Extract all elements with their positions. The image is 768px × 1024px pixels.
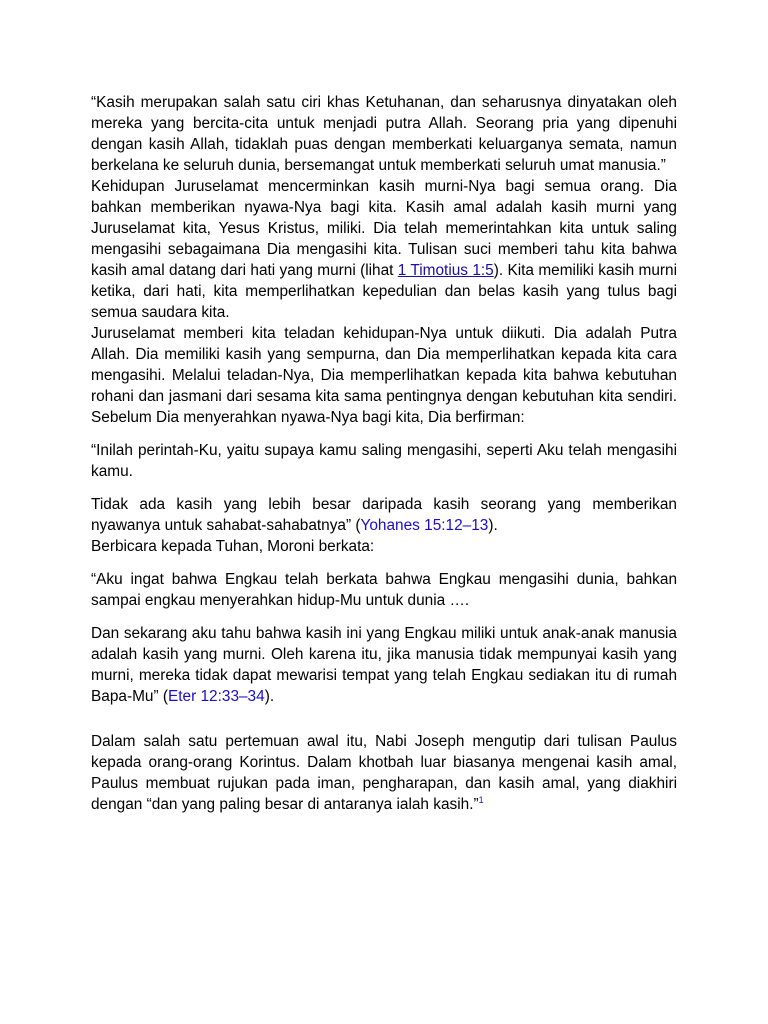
quote-paragraph: “Kasih merupakan salah satu ciri khas Ketuhanan, dan seharusnya dinyatakan oleh mereka yang bercita-cita untuk menjadi putra Allah. Seorang pria yang dipenuhi dengan kasih Allah, tidaklah puas dengan memberkati keluarganya semata, namun berkelana ke seluruh dunia, bersemangat untuk memberkati seluruh umat manusia.” xyxy=(91,94,677,174)
paragraph-text: Dan sekarang aku tahu bahwa kasih ini yang Engkau miliki untuk anak-anak manusia adalah kasih yang murni. Oleh karena itu, jika manusia tidak mempunyai kasih yang murni, mereka tidak dapat mewarisi tempat yang telah Engkau sediakan itu di rumah Bapa-Mu” ( xyxy=(91,625,677,705)
moroni-quote: “Aku ingat bahwa Engkau telah berkata bahwa Engkau mengasihi dunia, bahkan sampai engkau menyerahkan hidup-Mu untuk dunia …. xyxy=(91,571,677,609)
paragraph-text: Berbicara kepada Tuhan, Moroni berkata: xyxy=(91,538,375,555)
greater-love-paragraph xyxy=(91,494,677,557)
paragraph-text: ). Kita memiliki kasih murni ketika, dari hati, kita memperlihatkan kepedulian dan belas kasih yang tulus bagi semua saudara kita. xyxy=(91,262,678,321)
footnote-marker xyxy=(479,795,484,805)
document-body xyxy=(91,92,677,815)
paragraph-text: Tidak ada kasih yang lebih besar daripada kasih seorang yang memberikan nyawanya untuk sahabat-sahabatnya” ( xyxy=(91,496,677,534)
paragraph-text: Kehidupan Juruselamat mencerminkan kasih murni-Nya bagi semua orang. Dia bahkan memberikan nyawa-Nya bagi kita. Kasih amal adalah kasih murni yang Juruselamat kita, Yesus Kristus, miliki. Dia telah memerintahkan kita untuk saling mengasihi sebagaimana Dia mengasihi kita. Tulisan suci memberi tahu kita bahwa kasih amal datang dari hati yang murni (lihat xyxy=(91,178,677,279)
joseph-paragraph xyxy=(91,731,677,815)
paragraph-text: ). xyxy=(264,688,275,705)
commandment-quote: “Inilah perintah-Ku, yaitu supaya kamu saling mengasihi, seperti Aku telah mengasihi kamu. xyxy=(91,442,677,480)
paragraph-text: Dalam salah satu pertemuan awal itu, Nabi Joseph mengutip dari tulisan Paulus kepada orang-orang Korintus. Dalam khotbah luar biasanya mengenai kasih amal, Paulus membuat rujukan pada iman, pengharapan, dan kasih amal, yang diakhiri dengan “dan yang paling besar di antaranya ialah kasih.” xyxy=(91,733,677,813)
pure-love-paragraph xyxy=(91,623,677,707)
savior-example-paragraph: Juruselamat memberi kita teladan kehidupan-Nya untuk diikuti. Dia adalah Putra Allah. Dia memiliki kasih yang sempurna, dan Dia memperlihatkan kepada kita cara mengasihi. Melalui teladan-Nya, Dia memperlihatkan kepada kita bahwa kebutuhan rohani dan jasmani dari sesama kita sama pentingnya dengan kebutuhan kita sendiri. Sebelum Dia menyerahkan nyawa-Nya bagi kita, Dia berfirman: xyxy=(91,325,677,426)
footnote-link[interactable]: 1 xyxy=(478,794,484,805)
scripture-link-yohanes[interactable]: Yohanes 15:12–13 xyxy=(360,517,489,534)
savior-love-paragraph xyxy=(91,176,677,323)
scripture-link-1-timotius[interactable]: 1 Timotius 1:5 xyxy=(397,262,494,279)
paragraph-text: ). xyxy=(488,517,498,534)
scripture-link-eter[interactable]: Eter 12:33–34 xyxy=(167,688,265,705)
